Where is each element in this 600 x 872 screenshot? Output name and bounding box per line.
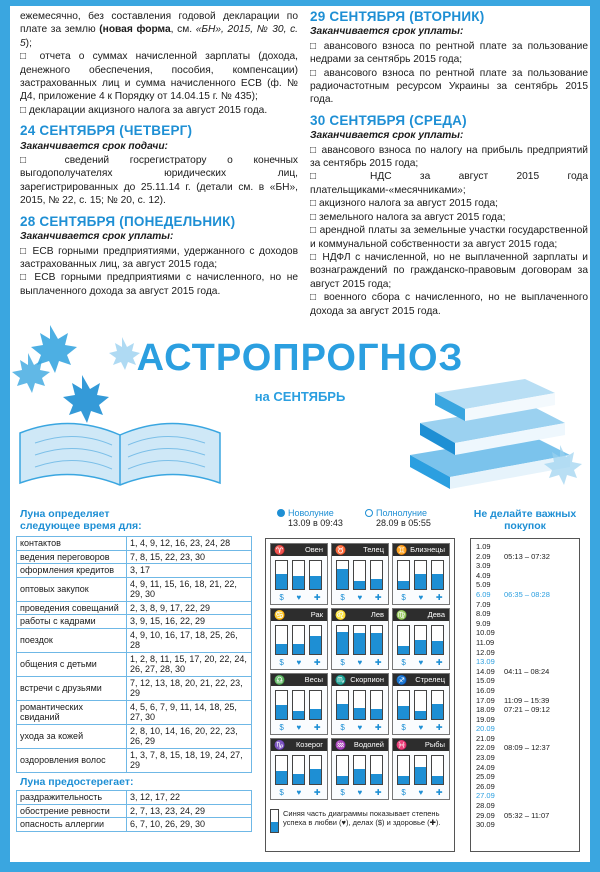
heart-icon: ♥	[296, 593, 302, 602]
date-row	[476, 696, 574, 706]
date-row	[476, 619, 574, 629]
table-row	[17, 804, 252, 818]
list-item: □ НДФЛ с начисленной, но не выплаченной зарплаты и вознаграждений по гражданско-правовым договорам за август 2015 года;	[310, 251, 588, 290]
date: 20.09	[476, 724, 495, 734]
section-subheading: Заканчивается срок уплаты:	[310, 26, 464, 38]
zodiac-bar-business	[397, 690, 410, 720]
date: 15.09	[476, 676, 495, 686]
row-days: 1, 4, 9, 12, 16, 23, 24, 28	[127, 537, 252, 551]
row-label: раздражительность	[17, 791, 127, 805]
zodiac-name: Весы	[304, 675, 323, 684]
intro-text-3: );	[25, 37, 32, 49]
date: 28.09	[476, 801, 495, 811]
date-row	[476, 667, 574, 677]
heart-icon: ♥	[418, 593, 424, 602]
heart-icon: ♥	[357, 658, 363, 667]
intro-paragraph	[20, 10, 298, 50]
row-label: общения с детьми	[17, 652, 127, 676]
zodiac-cell	[331, 608, 389, 670]
zodiac-header	[393, 674, 449, 686]
full-moon-legend	[376, 508, 431, 528]
row-days: 4, 9, 11, 15, 16, 18, 21, 22, 29, 30	[127, 577, 252, 601]
zodiac-glyph-icon: ♓	[396, 740, 408, 750]
table-row	[17, 791, 252, 805]
date-row	[476, 782, 574, 792]
date: 4.09	[476, 570, 491, 580]
row-days: 4, 9, 10, 16, 17, 18, 25, 26, 28	[127, 628, 252, 652]
heart-icon: ♥	[357, 593, 363, 602]
moon-determines-title-line: следующее время для:	[20, 520, 142, 532]
zodiac-bar-business	[397, 755, 410, 785]
zodiac-bar-business	[336, 560, 349, 590]
zodiac-bar-business	[336, 755, 349, 785]
row-days: 2, 7, 13, 23, 24, 29	[127, 804, 252, 818]
zodiac-bar-love	[292, 560, 305, 590]
zodiac-cell	[270, 673, 328, 735]
zodiac-name: Рак	[310, 610, 323, 619]
date: 9.09	[476, 618, 491, 628]
row-label: ведения переговоров	[17, 550, 127, 564]
table-row	[17, 537, 252, 551]
new-moon-label: Новолуние	[288, 508, 334, 518]
time-range: 05:13 – 07:32	[504, 551, 550, 561]
zodiac-header	[332, 544, 388, 556]
date: 11.09	[476, 637, 495, 647]
date-row	[476, 811, 574, 821]
open-book-icon	[20, 423, 220, 485]
zodiac-bar-health	[431, 690, 444, 720]
section-heading: 24 СЕНТЯБРЯ (ЧЕТВЕРГ)	[20, 123, 193, 139]
zodiac-glyph-icon: ♐	[396, 675, 408, 685]
health-icon: ✚	[435, 658, 443, 667]
date-row	[476, 542, 574, 552]
sample-bar	[270, 809, 279, 833]
health-icon: ✚	[374, 658, 382, 667]
money-icon: $	[340, 788, 345, 797]
zodiac-bar-business	[336, 625, 349, 655]
money-icon: $	[279, 593, 284, 602]
zodiac-name: Козерог	[295, 740, 323, 749]
date-row	[476, 571, 574, 581]
zodiac-header	[332, 739, 388, 751]
date: 21.09	[476, 733, 495, 743]
no-purchases-list	[470, 538, 580, 852]
zodiac-bar-love	[414, 560, 427, 590]
money-icon: $	[279, 723, 284, 732]
table-row	[17, 676, 252, 700]
row-label: ухода за кожей	[17, 724, 127, 748]
date: 6.09	[476, 589, 491, 599]
list-item: □ ЕСВ горными предприятиями, удержанного с доходов застрахованных лиц, за август 2015 года;	[20, 245, 298, 270]
date: 5.09	[476, 580, 491, 590]
zodiac-bar-business	[275, 755, 288, 785]
section-subheading: Заканчивается срок уплаты:	[20, 231, 174, 243]
date: 24.09	[476, 762, 495, 772]
row-label: оформления кредитов	[17, 564, 127, 578]
row-label: опасность аллергии	[17, 818, 127, 832]
date-row	[476, 648, 574, 658]
date-row	[476, 609, 574, 619]
zodiac-note	[270, 809, 450, 833]
zodiac-bar-business	[275, 560, 288, 590]
moon-determines-title-line: Луна определяет	[20, 508, 110, 520]
zodiac-bar-business	[275, 690, 288, 720]
no-purchases-title: Не делайте важных покупок	[473, 508, 577, 532]
date: 19.09	[476, 714, 495, 724]
health-icon: ✚	[374, 593, 382, 602]
date: 2.09	[476, 551, 491, 561]
table-row	[17, 700, 252, 724]
zodiac-glyph-icon: ♌	[335, 610, 347, 620]
list-item: □ авансового взноса по рентной плате за пользование недрами за сентябрь 2015 года;	[310, 40, 588, 66]
heart-icon: ♥	[418, 658, 424, 667]
zodiac-bar-business	[397, 560, 410, 590]
zodiac-bar-love	[353, 755, 366, 785]
zodiac-header	[393, 739, 449, 751]
row-days: 4, 5, 6, 7, 9, 11, 14, 18, 25, 27, 30	[127, 700, 252, 724]
zodiac-grid	[270, 543, 450, 800]
zodiac-bar-health	[431, 755, 444, 785]
zodiac-cell	[270, 738, 328, 800]
money-icon: $	[401, 593, 406, 602]
zodiac-name: Водолей	[353, 740, 384, 749]
row-days: 6, 7, 10, 26, 29, 30	[127, 818, 252, 832]
date: 25.09	[476, 772, 495, 782]
zodiac-glyph-icon: ♊	[396, 545, 408, 555]
zodiac-cell	[392, 673, 450, 735]
list-item: □ НДС за август 2015 года плательщиками-«месячниками»;	[310, 171, 588, 196]
date-row	[476, 638, 574, 648]
date-row	[476, 791, 574, 801]
zodiac-glyph-icon: ♒	[335, 740, 347, 750]
money-icon: $	[401, 723, 406, 732]
banner-subtitle: на СЕНТЯБРЬ	[254, 389, 346, 404]
row-label: контактов	[17, 537, 127, 551]
table-row	[17, 628, 252, 652]
list-item: □ сведений госрегистратору о конечных выгодополучателях юридических лиц, зарегистрированных до 25.11.14 г. (детали см. в «БН», 2015, № 22, с. 15; № 20, с. 12).	[20, 155, 298, 207]
table-row	[17, 577, 252, 601]
zodiac-bar-health	[370, 560, 383, 590]
date-row	[476, 801, 574, 811]
date: 16.09	[476, 685, 495, 695]
table-row	[17, 564, 252, 578]
health-icon: ✚	[313, 593, 321, 602]
full-moon-icon	[365, 509, 373, 517]
zodiac-cell	[270, 608, 328, 670]
zodiac-panel	[265, 538, 455, 852]
date: 7.09	[476, 599, 491, 609]
zodiac-bar-health	[431, 560, 444, 590]
zodiac-glyph-icon: ♑	[274, 740, 286, 750]
right-column	[310, 10, 588, 318]
table-row	[17, 601, 252, 615]
new-moon-legend	[288, 508, 343, 528]
zodiac-bar-love	[292, 690, 305, 720]
zodiac-name: Стрелец	[415, 675, 445, 684]
row-days: 7, 12, 13, 18, 20, 21, 22, 23, 29	[127, 676, 252, 700]
table-row	[17, 748, 252, 772]
zodiac-bar-health	[370, 690, 383, 720]
zodiac-header	[393, 544, 449, 556]
row-days: 1, 2, 8, 11, 15, 17, 20, 22, 24, 26, 27, 28, 30	[127, 652, 252, 676]
row-days: 2, 3, 8, 9, 17, 22, 29	[127, 601, 252, 615]
date: 23.09	[476, 753, 495, 763]
zodiac-header	[271, 674, 327, 686]
table-row	[17, 652, 252, 676]
row-days: 3, 9, 15, 16, 22, 29	[127, 615, 252, 629]
zodiac-glyph-icon: ♎	[274, 675, 286, 685]
zodiac-glyph-icon: ♍	[396, 610, 408, 620]
moon-warns-table	[16, 790, 252, 832]
zodiac-cell	[392, 543, 450, 605]
zodiac-bar-love	[353, 690, 366, 720]
astro-banner	[10, 305, 590, 500]
new-moon-icon	[277, 509, 285, 517]
date-row	[476, 561, 574, 571]
zodiac-glyph-icon: ♈	[274, 545, 286, 555]
date: 26.09	[476, 781, 495, 791]
table-row	[17, 615, 252, 629]
time-range: 05:32 – 11:07	[504, 810, 550, 820]
zodiac-cell	[270, 543, 328, 605]
zodiac-header	[271, 739, 327, 751]
heart-icon: ♥	[296, 788, 302, 797]
heart-icon: ♥	[357, 723, 363, 732]
date: 30.09	[476, 820, 495, 830]
table-row	[17, 724, 252, 748]
zodiac-header	[332, 609, 388, 621]
date: 10.09	[476, 628, 495, 638]
zodiac-name: Близнецы	[410, 545, 445, 554]
money-icon: $	[340, 658, 345, 667]
zodiac-bar-health	[370, 755, 383, 785]
intro-text-2: , см.	[170, 24, 196, 36]
zodiac-bar-business	[397, 625, 410, 655]
row-label: встречи с друзьями	[17, 676, 127, 700]
heart-icon: ♥	[418, 723, 424, 732]
money-icon: $	[340, 593, 345, 602]
zodiac-bar-love	[414, 755, 427, 785]
list-item: □ декларации акцизного налога за август 2015 года.	[20, 104, 268, 116]
date-row	[476, 734, 574, 744]
list-item: □ ЕСВ горными предприятиями с начисленного, но не выплаченного дохода за август 2015 года.	[20, 272, 298, 297]
list-item: □ военного сбора с начисленного, но не выплаченного дохода за август 2015 года.	[310, 292, 588, 317]
zodiac-bar-health	[309, 690, 322, 720]
time-range: 04:11 – 08:24	[504, 666, 550, 676]
section-heading: 30 СЕНТЯБРЯ (СРЕДА)	[310, 112, 467, 128]
date-row	[476, 743, 574, 753]
heart-icon: ♥	[296, 723, 302, 732]
zodiac-cell	[392, 738, 450, 800]
money-icon: $	[401, 658, 406, 667]
date-row	[476, 763, 574, 773]
date-row	[476, 628, 574, 638]
full-moon-value: 28.09 в 05:55	[376, 518, 431, 528]
zodiac-name: Дева	[427, 610, 445, 619]
date-row	[476, 657, 574, 667]
zodiac-bar-love	[353, 625, 366, 655]
section-subheading: Заканчивается срок уплаты:	[310, 130, 464, 142]
list-item: □ авансового взноса по рентной плате за пользование радиочастотным ресурсом Украины за сентябрь 2015 года.	[310, 67, 588, 106]
list-item: □ авансового взноса по налогу на прибыль предприятий за сентябрь 2015 года;	[310, 144, 588, 170]
zodiac-name: Скорпион	[350, 675, 384, 684]
zodiac-bar-health	[309, 755, 322, 785]
row-days: 1, 3, 7, 8, 15, 18, 19, 24, 27, 29	[127, 748, 252, 772]
row-label: работы с кадрами	[17, 615, 127, 629]
health-icon: ✚	[435, 593, 443, 602]
date-row	[476, 753, 574, 763]
health-icon: ✚	[313, 723, 321, 732]
health-icon: ✚	[313, 658, 321, 667]
date-row	[476, 600, 574, 610]
zodiac-bar-love	[414, 625, 427, 655]
list-item: □ акцизного налога за август 2015 года;	[310, 198, 498, 210]
zodiac-bar-love	[292, 625, 305, 655]
money-icon: $	[279, 658, 284, 667]
section-heading: 29 СЕНТЯБРЯ (ВТОРНИК)	[310, 9, 485, 24]
heart-icon: ♥	[418, 788, 424, 797]
date: 22.09	[476, 743, 495, 753]
time-range: 06:35 – 08:28	[504, 589, 550, 599]
zodiac-name: Овен	[304, 545, 323, 554]
zodiac-header	[332, 674, 388, 686]
date: 12.09	[476, 647, 495, 657]
zodiac-glyph-icon: ♏	[335, 675, 347, 685]
zodiac-header	[393, 609, 449, 621]
money-icon: $	[279, 788, 284, 797]
row-label: романтических свиданий	[17, 700, 127, 724]
zodiac-note-text: Синяя часть диаграммы показывает степень успеха в любви (♥), делах ($) и здоровье (✚).	[283, 809, 441, 827]
date: 17.09	[476, 695, 495, 705]
date: 29.09	[476, 810, 495, 820]
zodiac-bar-health	[431, 625, 444, 655]
health-icon: ✚	[313, 788, 321, 797]
zodiac-bar-health	[309, 560, 322, 590]
banner-title: АСТРОПРОГНОЗ	[136, 337, 464, 379]
time-range: 07:21 – 09:12	[504, 705, 550, 715]
zodiac-cell	[331, 738, 389, 800]
zodiac-name: Лев	[370, 610, 384, 619]
health-icon: ✚	[435, 788, 443, 797]
zodiac-cell	[331, 673, 389, 735]
zodiac-bar-love	[353, 560, 366, 590]
money-icon: $	[401, 788, 406, 797]
row-label: поездок	[17, 628, 127, 652]
row-label: проведения совещаний	[17, 601, 127, 615]
date: 18.09	[476, 705, 495, 715]
section-subheading: Заканчивается срок подачи:	[20, 140, 168, 152]
zodiac-bar-business	[336, 690, 349, 720]
row-days: 3, 17	[127, 564, 252, 578]
heart-icon: ♥	[357, 788, 363, 797]
date: 14.09	[476, 666, 495, 676]
date-row	[476, 724, 574, 734]
health-icon: ✚	[435, 723, 443, 732]
time-range: 11:09 – 15:39	[504, 695, 550, 705]
zodiac-cell	[392, 608, 450, 670]
moon-determines-title	[20, 508, 142, 532]
zodiac-header	[271, 544, 327, 556]
date-row	[476, 820, 574, 830]
table-row	[17, 550, 252, 564]
date-row	[476, 552, 574, 562]
health-icon: ✚	[374, 723, 382, 732]
row-days: 3, 12, 17, 22	[127, 791, 252, 805]
health-icon: ✚	[374, 788, 382, 797]
date-row	[476, 686, 574, 696]
intro-ref: «БН», 2015, № 30, с. 5	[20, 24, 299, 49]
row-label: оздоровления волос	[17, 748, 127, 772]
zodiac-bar-health	[370, 625, 383, 655]
money-icon: $	[340, 723, 345, 732]
zodiac-cell	[331, 543, 389, 605]
date: 8.09	[476, 609, 491, 619]
zodiac-glyph-icon: ♉	[335, 545, 347, 555]
heart-icon: ♥	[296, 658, 302, 667]
list-item: □ отчета о суммах начисленной зарплаты (дохода, денежного обеспечения, пособия, компенсации) застрахованных лиц и сумма начисленного ЕСВ (ф. № Д4, приложение 4 к Порядку от 14.04.15 г. № 435);	[20, 51, 298, 103]
row-days: 2, 8, 10, 14, 16, 20, 22, 23, 26, 29	[127, 724, 252, 748]
list-item: □ арендной платы за земельные участки государственной и коммунальной собственности за август 2015 года;	[310, 225, 588, 250]
list-item: □ земельного налога за август 2015 года;	[310, 211, 506, 223]
time-range: 08:09 – 12:37	[504, 743, 550, 753]
section-heading: 28 СЕНТЯБРЯ (ПОНЕДЕЛЬНИК)	[20, 213, 236, 229]
zodiac-bar-love	[292, 755, 305, 785]
zodiac-glyph-icon: ♋	[274, 610, 286, 620]
date-row	[476, 705, 574, 715]
moon-determines-table	[16, 536, 252, 773]
date: 13.09	[476, 657, 495, 667]
table-row	[17, 818, 252, 832]
date: 3.09	[476, 561, 491, 571]
date-row	[476, 590, 574, 600]
date-row	[476, 580, 574, 590]
left-column	[20, 10, 298, 298]
intro-bold: (новая форма	[99, 24, 171, 36]
moon-warns-title: Луна предостерегает:	[20, 776, 134, 788]
new-moon-value: 13.09 в 09:43	[288, 518, 343, 528]
date-row	[476, 772, 574, 782]
zodiac-bar-business	[275, 625, 288, 655]
row-label: оптовых закупок	[17, 577, 127, 601]
zodiac-name: Рыбы	[424, 740, 445, 749]
zodiac-name: Телец	[363, 545, 384, 554]
zodiac-bar-health	[309, 625, 322, 655]
zodiac-header	[271, 609, 327, 621]
row-days: 7, 8, 15, 22, 23, 30	[127, 550, 252, 564]
full-moon-label: Полнолуние	[376, 508, 428, 518]
date: 1.09	[476, 542, 491, 551]
date-row	[476, 715, 574, 725]
intro-text: ежемесячно, без составления годовой декларации по плате за землю	[20, 11, 298, 36]
zodiac-bar-love	[414, 690, 427, 720]
date: 27.09	[476, 791, 495, 801]
date-row	[476, 676, 574, 686]
row-label: обострение ревности	[17, 804, 127, 818]
